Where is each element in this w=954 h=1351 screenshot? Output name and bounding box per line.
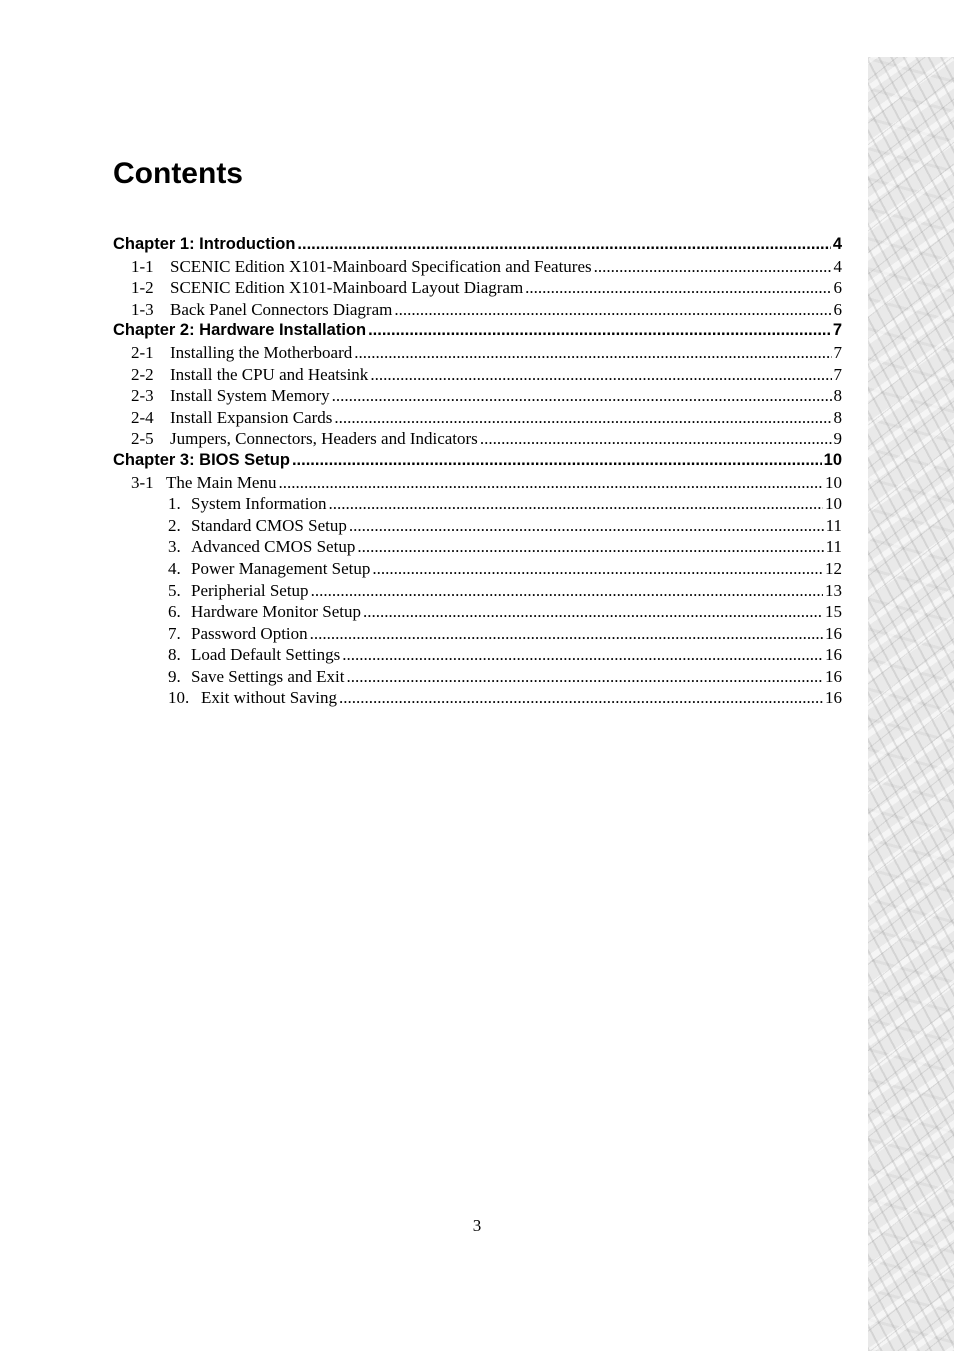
toc-item-3[interactable] (113, 537, 842, 559)
toc-item-6[interactable] (113, 602, 842, 624)
toc-item-5[interactable] (113, 581, 842, 603)
toc-entry-label: Chapter 3: BIOS Setup (113, 450, 290, 469)
toc-entry-label: Install Expansion Cards (170, 407, 333, 427)
dot-leader (332, 386, 832, 406)
toc-section-2-2[interactable] (113, 365, 842, 387)
toc-entry-number: 1-2 (131, 278, 154, 298)
toc-item-4[interactable] (113, 559, 842, 581)
dot-leader (334, 408, 831, 428)
toc-page-number: 13 (825, 580, 842, 600)
toc-section-1-2[interactable] (113, 278, 842, 300)
toc-entry-label: System Information (191, 494, 327, 514)
toc-entry-number: 6. (168, 602, 181, 622)
toc-entry-label: Advanced CMOS Setup (191, 537, 356, 557)
toc-entry-label: SCENIC Edition X101-Mainboard Layout Diagram (170, 278, 524, 298)
toc-page-number: 16 (825, 645, 842, 665)
toc-entry-label: Chapter 2: Hardware Installation (113, 321, 367, 340)
toc-item-1[interactable] (113, 494, 842, 516)
toc-entry-number: 4. (168, 558, 181, 578)
page-number: 3 (472, 1216, 482, 1235)
toc-page-number: 10 (825, 494, 842, 514)
toc-entry-number: 1-3 (131, 299, 154, 319)
toc-page-number: 16 (825, 666, 842, 686)
toc-entry-label: Hardware Monitor Setup (191, 602, 361, 622)
toc-page-number: 8 (833, 386, 842, 406)
toc-chapter-1[interactable] (113, 235, 842, 257)
toc-entry-label: Install the CPU and Heatsink (170, 364, 369, 384)
page-title: Contents (113, 157, 243, 190)
toc-entry-number: 3-1 (131, 472, 154, 492)
toc-entry-number: 10. (168, 688, 190, 708)
toc-chapter-2[interactable] (113, 321, 842, 343)
toc-page-number: 12 (825, 558, 842, 578)
toc-entry-number: 2-4 (131, 407, 154, 427)
toc-page-number: 6 (833, 299, 842, 319)
toc-page-number: 11 (825, 537, 842, 557)
toc-page-number: 7 (833, 364, 842, 384)
toc-page-number: 8 (833, 407, 842, 427)
toc-entry-label: Chapter 1: Introduction (113, 235, 296, 253)
toc-section-3-1[interactable] (113, 473, 842, 495)
dot-leader (370, 365, 831, 385)
toc-entry-label: SCENIC Edition X101-Mainboard Specification and Features (170, 256, 592, 276)
toc-item-7[interactable] (113, 624, 842, 646)
toc-entry-label: Exit without Saving (201, 688, 337, 708)
toc-entry-label: Power Management Setup (191, 558, 371, 578)
toc-page-number: 7 (832, 321, 842, 340)
toc-section-2-4[interactable] (113, 408, 842, 430)
toc-chapter-3[interactable] (113, 451, 842, 473)
dot-leader (480, 429, 832, 449)
dot-leader (329, 494, 823, 514)
dot-leader (349, 516, 824, 536)
dot-leader (310, 624, 823, 644)
dot-leader (357, 537, 823, 557)
toc-entry-label: Install System Memory (170, 386, 330, 406)
toc-entry-label: Jumpers, Connectors, Headers and Indicators (170, 429, 478, 449)
dot-leader (342, 645, 823, 665)
toc-entry-number: 2-3 (131, 386, 154, 406)
toc-entry-number: 1-1 (131, 256, 154, 276)
toc-entry-label: Peripherial Setup (191, 580, 309, 600)
toc-entry-number: 7. (168, 623, 181, 643)
dot-leader (525, 278, 831, 298)
dot-leader (311, 581, 823, 601)
toc-entry-label: Installing the Motherboard (170, 342, 353, 362)
toc-page-number: 10 (825, 472, 842, 492)
marble-border-decoration (868, 57, 954, 1351)
toc-entry-number: 2-5 (131, 429, 154, 449)
toc-entry-label: Password Option (191, 623, 308, 643)
dot-leader (394, 300, 831, 320)
toc-page-number: 11 (825, 515, 842, 535)
toc-entry-number: 2-2 (131, 364, 154, 384)
toc-entry-number: 8. (168, 645, 181, 665)
toc-item-2[interactable] (113, 516, 842, 538)
toc-page-number: 7 (833, 342, 842, 362)
toc-section-1-3[interactable] (113, 300, 842, 322)
toc-entry-label: Save Settings and Exit (191, 666, 345, 686)
table-of-contents (113, 235, 842, 710)
dot-leader (346, 667, 823, 687)
toc-entry-number: 9. (168, 666, 181, 686)
toc-entry-number: 2-1 (131, 342, 154, 362)
toc-entry-number: 1. (168, 494, 181, 514)
toc-page-number: 15 (825, 602, 842, 622)
dot-leader (363, 602, 823, 622)
toc-entry-label: Back Panel Connectors Diagram (170, 299, 393, 319)
toc-entry-label: The Main Menu (166, 472, 277, 492)
toc-page-number: 4 (833, 256, 842, 276)
toc-item-8[interactable] (113, 645, 842, 667)
dot-leader (292, 451, 822, 470)
toc-entry-number: 5. (168, 580, 181, 600)
dot-leader (278, 473, 823, 493)
dot-leader (594, 257, 832, 277)
toc-page-number: 16 (825, 623, 842, 643)
toc-item-9[interactable] (113, 667, 842, 689)
toc-page-number: 16 (825, 688, 842, 708)
toc-entry-number: 3. (168, 537, 181, 557)
toc-entry-number: 2. (168, 515, 181, 535)
toc-page-number: 10 (823, 450, 842, 469)
toc-section-2-3[interactable] (113, 386, 842, 408)
dot-leader (372, 559, 823, 579)
toc-page-number: 4 (832, 235, 842, 253)
toc-item-10[interactable] (113, 688, 842, 710)
toc-page-number: 9 (833, 429, 842, 449)
toc-entry-label: Standard CMOS Setup (191, 515, 347, 535)
dot-leader (297, 235, 830, 254)
toc-section-2-5[interactable] (113, 429, 842, 451)
toc-page-number: 6 (833, 278, 842, 298)
dot-leader (368, 321, 831, 340)
toc-section-2-1[interactable] (113, 343, 842, 365)
dot-leader (339, 688, 823, 708)
toc-section-1-1[interactable] (113, 257, 842, 279)
dot-leader (354, 343, 831, 363)
toc-entry-label: Load Default Settings (191, 645, 341, 665)
